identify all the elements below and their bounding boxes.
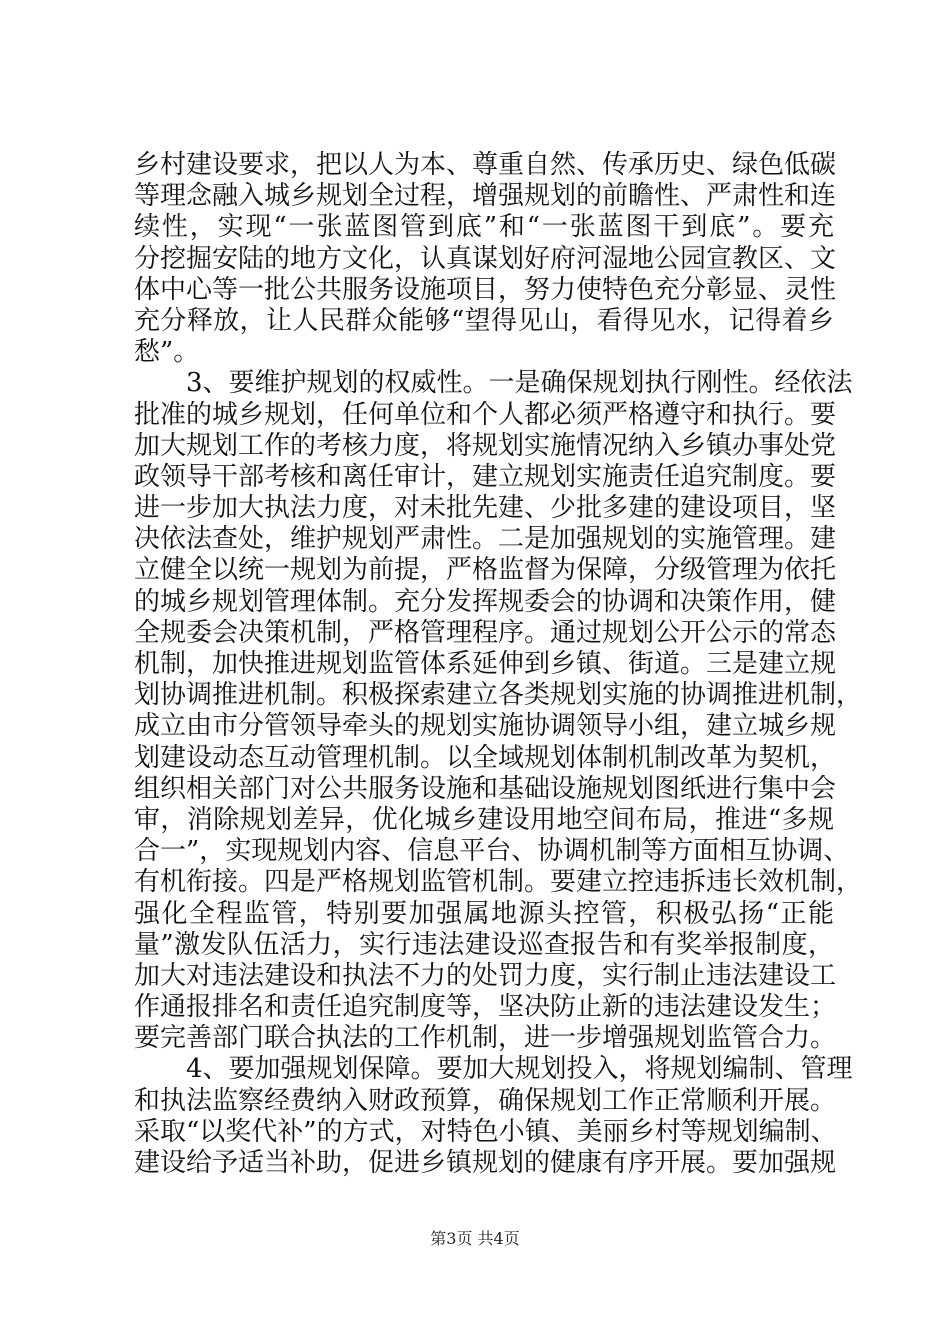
text-line: 的城乡规划管理体制。充分发挥规委会的协调和决策作用，健	[134, 586, 837, 617]
text-line: 合一”，实现规划内容、信息平台、协调机制等方面相互协调、	[134, 836, 850, 867]
text-line: 乡村建设要求，把以人为本、尊重自然、传承历史、绿色低碳	[134, 150, 837, 180]
page-footer: 第3页 共4页	[430, 1229, 520, 1248]
document-body	[134, 150, 863, 1179]
text-line: 量”激发队伍活力，实行违法建设巡查报告和有奖举报制度，	[134, 929, 834, 960]
text-line: 3、要维护规划的权威性。一是确保规划执行刚性。经依法	[134, 368, 853, 399]
text-line: 加大对违法建设和执法不力的处罚力度，实行制止违法建设工	[134, 960, 837, 991]
text-line: 审，消除规划差异，优化城乡建设用地空间布局，推进“多规	[134, 804, 834, 835]
text-line: 决依法查处，维护规划严肃性。二是加强规划的实施管理。建	[134, 524, 837, 555]
text-line: 划建设动态互动管理机制。以全域规划体制机制改革为契机，	[134, 742, 837, 773]
text-line: 采取“以奖代补”的方式，对特色小镇、美丽乡村等规划编制、	[134, 1116, 837, 1147]
text-line: 机制，加快推进规划监管体系延伸到乡镇、街道。三是建立规	[134, 649, 837, 679]
text-line: 全规委会决策机制，严格管理程序。通过规划公开公示的常态	[134, 617, 837, 648]
text-line: 等理念融入城乡规划全过程，增强规划的前瞻性、严肃性和连	[134, 181, 837, 212]
text-line: 有机衔接。四是严格规划监管机制。要建立控违拆违长效机制，	[134, 867, 863, 898]
text-line: 划协调推进机制。积极探索建立各类规划实施的协调推进机制，	[134, 680, 863, 711]
text-line: 政领导干部考核和离任审计，建立规划实施责任追究制度。要	[134, 461, 837, 492]
text-line: 要完善部门联合执法的工作机制，进一步增强规划监管合力。	[134, 1023, 837, 1054]
text-line: 体中心等一批公共服务设施项目，努力使特色充分彰显、灵性	[134, 274, 837, 305]
text-line: 愁”。	[134, 337, 200, 368]
text-line: 批准的城乡规划，任何单位和个人都必须严格遵守和执行。要	[134, 399, 837, 430]
text-line: 强化全程监管，特别要加强属地源头控管，积极弘扬“正能	[134, 898, 834, 929]
text-line: 分挖掘安陆的地方文化，认真谋划好府河湿地公园宣教区、文	[134, 243, 837, 274]
text-line: 充分释放，让人民群众能够“望得见山，看得见水，记得着乡	[134, 305, 834, 336]
text-line: 4、要加强规划保障。要加大规划投入，将规划编制、管理	[134, 1054, 853, 1085]
text-line: 立健全以统一规划为前提，严格监督为保障，分级管理为依托	[134, 555, 837, 586]
text-line: 建设给予适当补助，促进乡镇规划的健康有序开展。要加强规	[134, 1148, 837, 1178]
text-line: 组织相关部门对公共服务设施和基础设施规划图纸进行集中会	[134, 773, 837, 804]
text-line: 成立由市分管领导牵头的规划实施协调领导小组，建立城乡规	[134, 711, 837, 742]
text-line: 和执法监察经费纳入财政预算，确保规划工作正常顺利开展。	[134, 1085, 837, 1116]
text-line: 进一步加大执法力度，对未批先建、少批多建的建设项目，坚	[134, 493, 837, 524]
text-line: 续性，实现“一张蓝图管到底”和“一张蓝图干到底”。要充	[134, 212, 834, 243]
text-line: 作通报排名和责任追究制度等，坚决防止新的违法建设发生；	[134, 992, 837, 1023]
text-line: 加大规划工作的考核力度，将规划实施情况纳入乡镇办事处党	[134, 430, 837, 461]
